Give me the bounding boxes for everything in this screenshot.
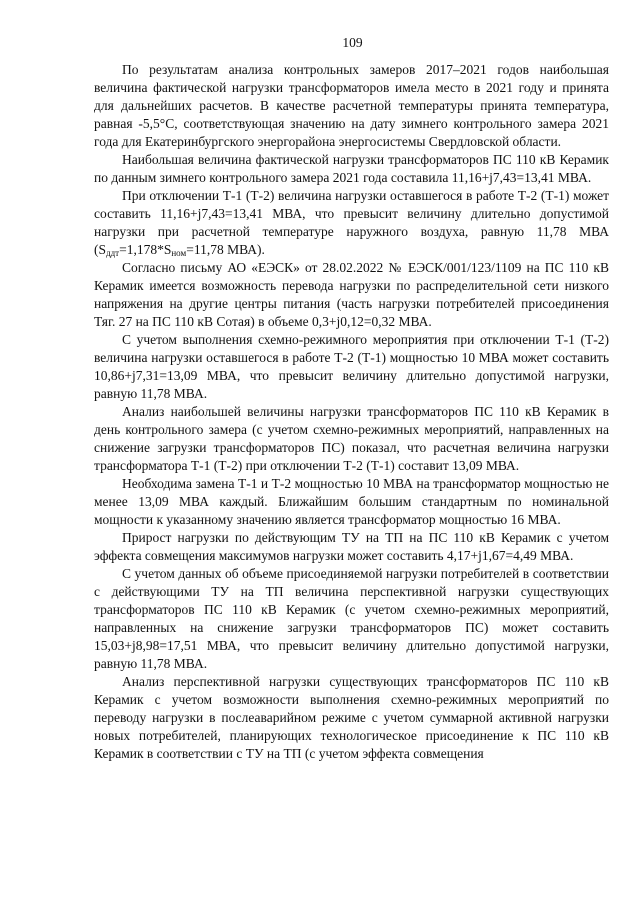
paragraph-prospective-load: С учетом данных об объеме присоединяемой нагрузки потребителей в соответствии с действующими ТУ на ТП величина перспективной нагрузки существующих трансформаторов ПС 110 кВ Керамик (с учетом схемно-режимных мероприятий, направленных на снижение загрузки трансформаторов ПС) может составить 15,03+j8,98=17,51 МВА, что превысит величину длительно допустимой нагрузки, равную 11,78 МВА. (94, 566, 609, 671)
paragraph-prospective-analysis: Анализ перспективной нагрузки существующих трансформаторов ПС 110 кВ Керамик с учетом возможности выполнения схемно-режимных мероприятий по переводу нагрузки в послеаварийном режиме с учетом суммарной активной нагрузки новых потребителей, планирующих технологическое присоединение к ПС 110 кВ Керамик в соответствии с ТУ на ТП (с учетом эффекта совмещения (94, 674, 609, 761)
paragraph-transformer-outage (94, 187, 609, 259)
paragraph-eesk-letter: Согласно письму АО «ЕЭСК» от 28.02.2022 № ЕЭСК/001/123/1109 на ПС 110 кВ Керамик имеется возможность перевода нагрузки по распределительной сети низкого напряжения на другие центры питания (часть нагрузки потребителей присоединения Тяг. 27 на ПС 110 кВ Сотая) в объеме 0,3+j0,12=0,32 МВА. (94, 260, 609, 329)
subscript-nom: ном (171, 248, 187, 258)
paragraph-peak-analysis: Анализ наибольшей величины нагрузки трансформаторов ПС 110 кВ Керамик в день контрольного замера (с учетом схемно-режимных мероприятий, направленных на снижение загрузки трансформаторов ПС) показал, что расчетная величина нагрузки трансформатора Т-1 (Т-2) при отключении Т-2 (Т-1) составит 13,09 МВА. (94, 404, 609, 473)
subscript-ddt: ддт (106, 248, 120, 258)
paragraph-load-growth: Прирост нагрузки по действующим ТУ на ТП на ПС 110 кВ Керамик с учетом эффекта совмещения максимумов нагрузки может составить 4,17+j1,67=4,49 МВА. (94, 530, 609, 563)
paragraph-replacement-needed: Необходима замена Т-1 и Т-2 мощностью 10 МВА на трансформатор мощностью не менее 13,09 МВА каждый. Ближайшим большим стандартным по номинальной мощности к указанному значению является трансформатор мощностью 16 МВА. (94, 476, 609, 527)
paragraph-control-measurements: По результатам анализа контрольных замеров 2017–2021 годов наибольшая величина фактической нагрузки трансформаторов имела место в 2021 году и принята для дальнейших расчетов. В качестве расчетной температуры принята температура, равная -5,5°С, соответствующая значению на дату зимнего контрольного замера 2021 года для Екатеринбургского энергорайона энергосистемы Свердловской области. (94, 62, 609, 149)
text-segment: =11,78 МВА). (186, 242, 265, 257)
paragraph-switching-measures: С учетом выполнения схемно-режимного мероприятия при отключении Т-1 (Т-2) величина нагрузки оставшегося в работе Т-2 (Т-1) мощностью 10 МВА может составить 10,86+j7,31=13,09 МВА, что превысит величину длительно допустимой нагрузки, равную 11,78 МВА. (94, 332, 609, 401)
text-segment: =1,178*S (119, 242, 172, 257)
page-number: 109 (342, 35, 363, 50)
paragraph-max-load: Наибольшая величина фактической нагрузки трансформаторов ПС 110 кВ Керамик по данным зимнего контрольного замера 2021 года составила 11,16+j7,43=13,41 МВА. (94, 152, 609, 185)
text-segment: При отключении Т-1 (Т-2) величина нагрузки оставшегося в работе Т-2 (Т-1) может составить 11,16+j7,43=13,41 МВА, что превысит величину длительно допустимой нагрузки при расчетной температуре наружного воздуха, равную 11,78 МВА (S (94, 188, 609, 257)
